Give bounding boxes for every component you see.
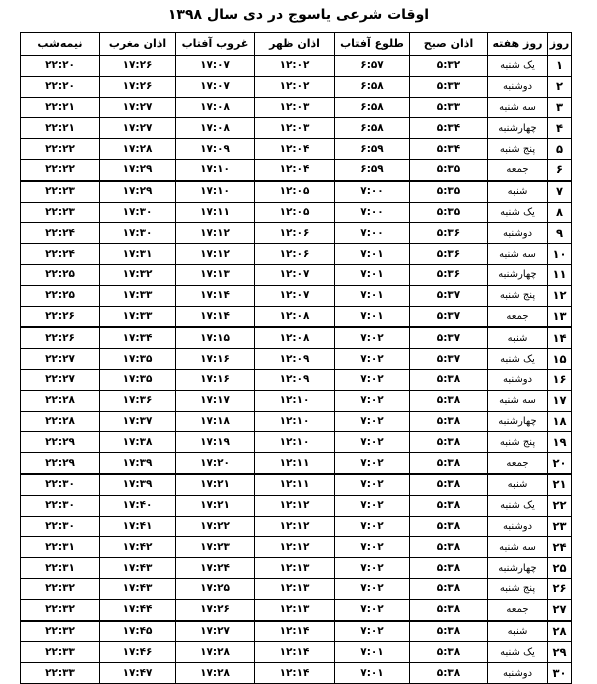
weekday-cell: دوشنبه xyxy=(488,223,548,244)
weekday-cell: شنبه xyxy=(488,327,548,348)
table-row xyxy=(21,159,572,180)
day-cell: ۲۴ xyxy=(548,537,572,558)
dhuhr-cell: ۱۲:۱۲ xyxy=(255,537,335,558)
sunset-cell: ۱۷:۱۲ xyxy=(176,223,255,244)
table-row xyxy=(21,139,572,160)
table-row xyxy=(21,390,572,411)
sunrise-cell: ۶:۵۹ xyxy=(335,159,410,180)
dhuhr-cell: ۱۲:۱۳ xyxy=(255,599,335,620)
day-cell: ۱۶ xyxy=(548,369,572,390)
sunset-cell: ۱۷:۰۹ xyxy=(176,139,255,160)
table-row xyxy=(21,578,572,599)
sunrise-cell: ۶:۵۸ xyxy=(335,118,410,139)
column-header: روز xyxy=(548,33,572,56)
day-cell: ۲۰ xyxy=(548,453,572,474)
sunset-cell: ۱۷:۱۶ xyxy=(176,349,255,370)
midnight-cell: ۲۲:۳۰ xyxy=(21,516,100,537)
midnight-cell: ۲۲:۲۰ xyxy=(21,76,100,97)
day-cell: ۱۴ xyxy=(548,327,572,348)
table-row xyxy=(21,369,572,390)
dhuhr-cell: ۱۲:۱۰ xyxy=(255,411,335,432)
dhuhr-cell: ۱۲:۰۸ xyxy=(255,327,335,348)
weekday-cell: جمعه xyxy=(488,159,548,180)
table-row xyxy=(21,264,572,285)
dhuhr-cell: ۱۲:۱۲ xyxy=(255,495,335,516)
sunset-cell: ۱۷:۲۸ xyxy=(176,663,255,684)
weekday-cell: پنج شنبه xyxy=(488,432,548,453)
fajr-cell: ۵:۳۸ xyxy=(410,432,488,453)
dhuhr-cell: ۱۲:۰۵ xyxy=(255,202,335,223)
table-row xyxy=(21,349,572,370)
maghrib-cell: ۱۷:۴۶ xyxy=(100,642,176,663)
midnight-cell: ۲۲:۲۴ xyxy=(21,223,100,244)
weekday-cell: یک شنبه xyxy=(488,56,548,77)
fajr-cell: ۵:۳۶ xyxy=(410,244,488,265)
midnight-cell: ۲۲:۲۷ xyxy=(21,369,100,390)
weekday-cell: دوشنبه xyxy=(488,76,548,97)
weekday-cell: دوشنبه xyxy=(488,516,548,537)
sunrise-cell: ۷:۰۲ xyxy=(335,432,410,453)
table-row xyxy=(21,202,572,223)
weekday-cell: دوشنبه xyxy=(488,369,548,390)
sunrise-cell: ۶:۵۸ xyxy=(335,76,410,97)
midnight-cell: ۲۲:۲۱ xyxy=(21,118,100,139)
sunrise-cell: ۷:۰۰ xyxy=(335,202,410,223)
maghrib-cell: ۱۷:۳۳ xyxy=(100,285,176,306)
midnight-cell: ۲۲:۳۲ xyxy=(21,621,100,642)
maghrib-cell: ۱۷:۳۵ xyxy=(100,369,176,390)
dhuhr-cell: ۱۲:۰۹ xyxy=(255,349,335,370)
maghrib-cell: ۱۷:۳۸ xyxy=(100,432,176,453)
table-row xyxy=(21,663,572,684)
maghrib-cell: ۱۷:۴۲ xyxy=(100,537,176,558)
sunrise-cell: ۷:۰۲ xyxy=(335,621,410,642)
maghrib-cell: ۱۷:۴۱ xyxy=(100,516,176,537)
table-row xyxy=(21,474,572,495)
sunset-cell: ۱۷:۲۷ xyxy=(176,621,255,642)
maghrib-cell: ۱۷:۳۹ xyxy=(100,474,176,495)
fajr-cell: ۵:۳۷ xyxy=(410,327,488,348)
midnight-cell: ۲۲:۳۰ xyxy=(21,474,100,495)
fajr-cell: ۵:۳۵ xyxy=(410,159,488,180)
sunrise-cell: ۷:۰۱ xyxy=(335,663,410,684)
table-row xyxy=(21,97,572,118)
maghrib-cell: ۱۷:۳۴ xyxy=(100,327,176,348)
weekday-cell: شنبه xyxy=(488,181,548,202)
sunrise-cell: ۷:۰۱ xyxy=(335,642,410,663)
midnight-cell: ۲۲:۲۵ xyxy=(21,285,100,306)
page-title: اوقات شرعی یاسوج در دی سال ۱۳۹۸ xyxy=(167,7,430,23)
maghrib-cell: ۱۷:۳۲ xyxy=(100,264,176,285)
midnight-cell: ۲۲:۳۳ xyxy=(21,663,100,684)
fajr-cell: ۵:۳۸ xyxy=(410,621,488,642)
weekday-cell: پنج شنبه xyxy=(488,139,548,160)
fajr-cell: ۵:۳۵ xyxy=(410,181,488,202)
midnight-cell: ۲۲:۳۱ xyxy=(21,537,100,558)
weekday-cell: چهارشنبه xyxy=(488,264,548,285)
fajr-cell: ۵:۳۷ xyxy=(410,285,488,306)
fajr-cell: ۵:۳۸ xyxy=(410,537,488,558)
sunset-cell: ۱۷:۱۶ xyxy=(176,369,255,390)
sunrise-cell: ۶:۵۹ xyxy=(335,139,410,160)
sunrise-cell: ۷:۰۱ xyxy=(335,244,410,265)
sunset-cell: ۱۷:۲۴ xyxy=(176,558,255,579)
sunset-cell: ۱۷:۲۶ xyxy=(176,599,255,620)
weekday-cell: چهارشنبه xyxy=(488,558,548,579)
dhuhr-cell: ۱۲:۰۲ xyxy=(255,56,335,77)
sunset-cell: ۱۷:۲۳ xyxy=(176,537,255,558)
day-cell: ۱۰ xyxy=(548,244,572,265)
table-row xyxy=(21,306,572,327)
sunset-cell: ۱۷:۱۵ xyxy=(176,327,255,348)
sunset-cell: ۱۷:۰۷ xyxy=(176,76,255,97)
weekday-cell: سه شنبه xyxy=(488,244,548,265)
fajr-cell: ۵:۳۷ xyxy=(410,306,488,327)
table-row xyxy=(21,76,572,97)
column-header: اذان صبح xyxy=(410,33,488,56)
sunset-cell: ۱۷:۱۹ xyxy=(176,432,255,453)
midnight-cell: ۲۲:۲۳ xyxy=(21,181,100,202)
dhuhr-cell: ۱۲:۱۳ xyxy=(255,578,335,599)
day-cell: ۴ xyxy=(548,118,572,139)
maghrib-cell: ۱۷:۴۳ xyxy=(100,578,176,599)
midnight-cell: ۲۲:۲۹ xyxy=(21,432,100,453)
weekday-cell: پنج شنبه xyxy=(488,285,548,306)
sunrise-cell: ۷:۰۱ xyxy=(335,306,410,327)
midnight-cell: ۲۲:۲۳ xyxy=(21,202,100,223)
day-cell: ۲۷ xyxy=(548,599,572,620)
column-header: روز هفته xyxy=(488,33,548,56)
dhuhr-cell: ۱۲:۰۹ xyxy=(255,369,335,390)
fajr-cell: ۵:۳۸ xyxy=(410,516,488,537)
maghrib-cell: ۱۷:۴۵ xyxy=(100,621,176,642)
midnight-cell: ۲۲:۳۰ xyxy=(21,495,100,516)
fajr-cell: ۵:۳۳ xyxy=(410,97,488,118)
dhuhr-cell: ۱۲:۱۰ xyxy=(255,432,335,453)
dhuhr-cell: ۱۲:۰۸ xyxy=(255,306,335,327)
weekday-cell: جمعه xyxy=(488,453,548,474)
sunset-cell: ۱۷:۲۵ xyxy=(176,578,255,599)
day-cell: ۱۱ xyxy=(548,264,572,285)
sunrise-cell: ۷:۰۲ xyxy=(335,537,410,558)
maghrib-cell: ۱۷:۴۳ xyxy=(100,558,176,579)
table-row xyxy=(21,495,572,516)
dhuhr-cell: ۱۲:۱۲ xyxy=(255,516,335,537)
day-cell: ۵ xyxy=(548,139,572,160)
sunrise-cell: ۶:۵۸ xyxy=(335,97,410,118)
table-row xyxy=(21,244,572,265)
fajr-cell: ۵:۳۳ xyxy=(410,76,488,97)
weekday-cell: شنبه xyxy=(488,474,548,495)
column-header: غروب آفتاب xyxy=(176,33,255,56)
day-cell: ۱۲ xyxy=(548,285,572,306)
fajr-cell: ۵:۳۶ xyxy=(410,223,488,244)
fajr-cell: ۵:۳۸ xyxy=(410,495,488,516)
maghrib-cell: ۱۷:۳۰ xyxy=(100,223,176,244)
sunset-cell: ۱۷:۲۱ xyxy=(176,474,255,495)
day-cell: ۲۱ xyxy=(548,474,572,495)
weekday-cell: چهارشنبه xyxy=(488,118,548,139)
sunset-cell: ۱۷:۱۸ xyxy=(176,411,255,432)
table-row xyxy=(21,516,572,537)
column-header: نیمه‌شب xyxy=(21,33,100,56)
maghrib-cell: ۱۷:۲۶ xyxy=(100,56,176,77)
weekday-cell: شنبه xyxy=(488,621,548,642)
day-cell: ۲۸ xyxy=(548,621,572,642)
table-row xyxy=(21,56,572,77)
dhuhr-cell: ۱۲:۱۱ xyxy=(255,474,335,495)
sunrise-cell: ۷:۰۲ xyxy=(335,369,410,390)
fajr-cell: ۵:۳۶ xyxy=(410,264,488,285)
sunrise-cell: ۷:۰۱ xyxy=(335,264,410,285)
weekday-cell: سه شنبه xyxy=(488,390,548,411)
midnight-cell: ۲۲:۲۶ xyxy=(21,306,100,327)
dhuhr-cell: ۱۲:۱۰ xyxy=(255,390,335,411)
sunset-cell: ۱۷:۱۲ xyxy=(176,244,255,265)
column-header: طلوع آفتاب xyxy=(335,33,410,56)
day-cell: ۲۹ xyxy=(548,642,572,663)
day-cell: ۱ xyxy=(548,56,572,77)
sunrise-cell: ۷:۰۲ xyxy=(335,411,410,432)
fajr-cell: ۵:۳۸ xyxy=(410,474,488,495)
maghrib-cell: ۱۷:۳۳ xyxy=(100,306,176,327)
day-cell: ۱۸ xyxy=(548,411,572,432)
sunset-cell: ۱۷:۱۰ xyxy=(176,181,255,202)
dhuhr-cell: ۱۲:۰۲ xyxy=(255,76,335,97)
midnight-cell: ۲۲:۳۱ xyxy=(21,558,100,579)
maghrib-cell: ۱۷:۲۹ xyxy=(100,181,176,202)
maghrib-cell: ۱۷:۳۵ xyxy=(100,349,176,370)
dhuhr-cell: ۱۲:۰۷ xyxy=(255,285,335,306)
sunset-cell: ۱۷:۲۸ xyxy=(176,642,255,663)
midnight-cell: ۲۲:۲۰ xyxy=(21,56,100,77)
table-row xyxy=(21,432,572,453)
dhuhr-cell: ۱۲:۱۱ xyxy=(255,453,335,474)
table-row xyxy=(21,537,572,558)
table-body xyxy=(21,56,572,684)
table-row xyxy=(21,118,572,139)
sunset-cell: ۱۷:۲۰ xyxy=(176,453,255,474)
midnight-cell: ۲۲:۲۵ xyxy=(21,264,100,285)
sunset-cell: ۱۷:۲۲ xyxy=(176,516,255,537)
fajr-cell: ۵:۳۸ xyxy=(410,663,488,684)
sunrise-cell: ۷:۰۲ xyxy=(335,453,410,474)
sunset-cell: ۱۷:۱۳ xyxy=(176,264,255,285)
fajr-cell: ۵:۳۸ xyxy=(410,390,488,411)
day-cell: ۶ xyxy=(548,159,572,180)
day-cell: ۷ xyxy=(548,181,572,202)
maghrib-cell: ۱۷:۲۷ xyxy=(100,118,176,139)
sunrise-cell: ۷:۰۱ xyxy=(335,285,410,306)
sunrise-cell: ۷:۰۲ xyxy=(335,495,410,516)
dhuhr-cell: ۱۲:۱۳ xyxy=(255,558,335,579)
sunrise-cell: ۷:۰۲ xyxy=(335,516,410,537)
day-cell: ۹ xyxy=(548,223,572,244)
midnight-cell: ۲۲:۲۹ xyxy=(21,453,100,474)
weekday-cell: جمعه xyxy=(488,599,548,620)
table-row xyxy=(21,453,572,474)
dhuhr-cell: ۱۲:۱۴ xyxy=(255,621,335,642)
sunrise-cell: ۷:۰۲ xyxy=(335,327,410,348)
weekday-cell: سه شنبه xyxy=(488,537,548,558)
sunrise-cell: ۷:۰۲ xyxy=(335,349,410,370)
fajr-cell: ۵:۳۸ xyxy=(410,578,488,599)
sunrise-cell: ۶:۵۷ xyxy=(335,56,410,77)
day-cell: ۱۳ xyxy=(548,306,572,327)
day-cell: ۱۹ xyxy=(548,432,572,453)
maghrib-cell: ۱۷:۴۴ xyxy=(100,599,176,620)
day-cell: ۸ xyxy=(548,202,572,223)
dhuhr-cell: ۱۲:۰۵ xyxy=(255,181,335,202)
day-cell: ۳ xyxy=(548,97,572,118)
midnight-cell: ۲۲:۲۲ xyxy=(21,159,100,180)
weekday-cell: یک شنبه xyxy=(488,349,548,370)
day-cell: ۲۳ xyxy=(548,516,572,537)
sunset-cell: ۱۷:۱۰ xyxy=(176,159,255,180)
day-cell: ۲۶ xyxy=(548,578,572,599)
sunset-cell: ۱۷:۲۱ xyxy=(176,495,255,516)
fajr-cell: ۵:۳۴ xyxy=(410,118,488,139)
maghrib-cell: ۱۷:۳۹ xyxy=(100,453,176,474)
prayer-times-table xyxy=(20,32,572,684)
maghrib-cell: ۱۷:۴۰ xyxy=(100,495,176,516)
dhuhr-cell: ۱۲:۰۴ xyxy=(255,159,335,180)
column-header: اذان ظهر xyxy=(255,33,335,56)
day-cell: ۲ xyxy=(548,76,572,97)
fajr-cell: ۵:۳۲ xyxy=(410,56,488,77)
table-row xyxy=(21,327,572,348)
dhuhr-cell: ۱۲:۰۳ xyxy=(255,97,335,118)
sunset-cell: ۱۷:۱۷ xyxy=(176,390,255,411)
sunrise-cell: ۷:۰۲ xyxy=(335,474,410,495)
weekday-cell: پنج شنبه xyxy=(488,578,548,599)
table-row xyxy=(21,558,572,579)
sunset-cell: ۱۷:۱۱ xyxy=(176,202,255,223)
day-cell: ۲۵ xyxy=(548,558,572,579)
midnight-cell: ۲۲:۲۱ xyxy=(21,97,100,118)
maghrib-cell: ۱۷:۲۸ xyxy=(100,139,176,160)
column-header: اذان مغرب xyxy=(100,33,176,56)
dhuhr-cell: ۱۲:۰۷ xyxy=(255,264,335,285)
maghrib-cell: ۱۷:۳۷ xyxy=(100,411,176,432)
table-row xyxy=(21,223,572,244)
dhuhr-cell: ۱۲:۱۴ xyxy=(255,663,335,684)
sunset-cell: ۱۷:۱۴ xyxy=(176,306,255,327)
dhuhr-cell: ۱۲:۰۶ xyxy=(255,223,335,244)
day-cell: ۱۵ xyxy=(548,349,572,370)
sunset-cell: ۱۷:۰۷ xyxy=(176,56,255,77)
weekday-cell: سه شنبه xyxy=(488,97,548,118)
fajr-cell: ۵:۳۴ xyxy=(410,139,488,160)
sunset-cell: ۱۷:۰۸ xyxy=(176,97,255,118)
sunset-cell: ۱۷:۰۸ xyxy=(176,118,255,139)
maghrib-cell: ۱۷:۲۷ xyxy=(100,97,176,118)
dhuhr-cell: ۱۲:۰۴ xyxy=(255,139,335,160)
table-row xyxy=(21,181,572,202)
midnight-cell: ۲۲:۳۳ xyxy=(21,642,100,663)
fajr-cell: ۵:۳۸ xyxy=(410,411,488,432)
sunset-cell: ۱۷:۱۴ xyxy=(176,285,255,306)
table-row xyxy=(21,411,572,432)
maghrib-cell: ۱۷:۴۷ xyxy=(100,663,176,684)
fajr-cell: ۵:۳۸ xyxy=(410,642,488,663)
weekday-cell: چهارشنبه xyxy=(488,411,548,432)
maghrib-cell: ۱۷:۳۰ xyxy=(100,202,176,223)
weekday-cell: یک شنبه xyxy=(488,642,548,663)
sunrise-cell: ۷:۰۲ xyxy=(335,558,410,579)
midnight-cell: ۲۲:۲۷ xyxy=(21,349,100,370)
day-cell: ۱۷ xyxy=(548,390,572,411)
midnight-cell: ۲۲:۳۲ xyxy=(21,599,100,620)
weekday-cell: یک شنبه xyxy=(488,202,548,223)
dhuhr-cell: ۱۲:۱۴ xyxy=(255,642,335,663)
maghrib-cell: ۱۷:۳۱ xyxy=(100,244,176,265)
dhuhr-cell: ۱۲:۰۶ xyxy=(255,244,335,265)
table-row xyxy=(21,642,572,663)
midnight-cell: ۲۲:۲۸ xyxy=(21,390,100,411)
sunrise-cell: ۷:۰۰ xyxy=(335,223,410,244)
sunrise-cell: ۷:۰۲ xyxy=(335,390,410,411)
weekday-cell: یک شنبه xyxy=(488,495,548,516)
dhuhr-cell: ۱۲:۰۳ xyxy=(255,118,335,139)
sunrise-cell: ۷:۰۰ xyxy=(335,181,410,202)
weekday-cell: جمعه xyxy=(488,306,548,327)
sunrise-cell: ۷:۰۲ xyxy=(335,599,410,620)
maghrib-cell: ۱۷:۲۹ xyxy=(100,159,176,180)
fajr-cell: ۵:۳۸ xyxy=(410,369,488,390)
midnight-cell: ۲۲:۲۶ xyxy=(21,327,100,348)
fajr-cell: ۵:۳۸ xyxy=(410,558,488,579)
table-header-row xyxy=(21,33,572,56)
midnight-cell: ۲۲:۳۲ xyxy=(21,578,100,599)
fajr-cell: ۵:۳۷ xyxy=(410,349,488,370)
weekday-cell: دوشنبه xyxy=(488,663,548,684)
midnight-cell: ۲۲:۲۸ xyxy=(21,411,100,432)
day-cell: ۲۲ xyxy=(548,495,572,516)
midnight-cell: ۲۲:۲۴ xyxy=(21,244,100,265)
fajr-cell: ۵:۳۸ xyxy=(410,599,488,620)
maghrib-cell: ۱۷:۳۶ xyxy=(100,390,176,411)
table-row xyxy=(21,285,572,306)
day-cell: ۳۰ xyxy=(548,663,572,684)
fajr-cell: ۵:۳۵ xyxy=(410,202,488,223)
table-row xyxy=(21,599,572,620)
sunrise-cell: ۷:۰۲ xyxy=(335,578,410,599)
maghrib-cell: ۱۷:۲۶ xyxy=(100,76,176,97)
midnight-cell: ۲۲:۲۲ xyxy=(21,139,100,160)
fajr-cell: ۵:۳۸ xyxy=(410,453,488,474)
table-row xyxy=(21,621,572,642)
